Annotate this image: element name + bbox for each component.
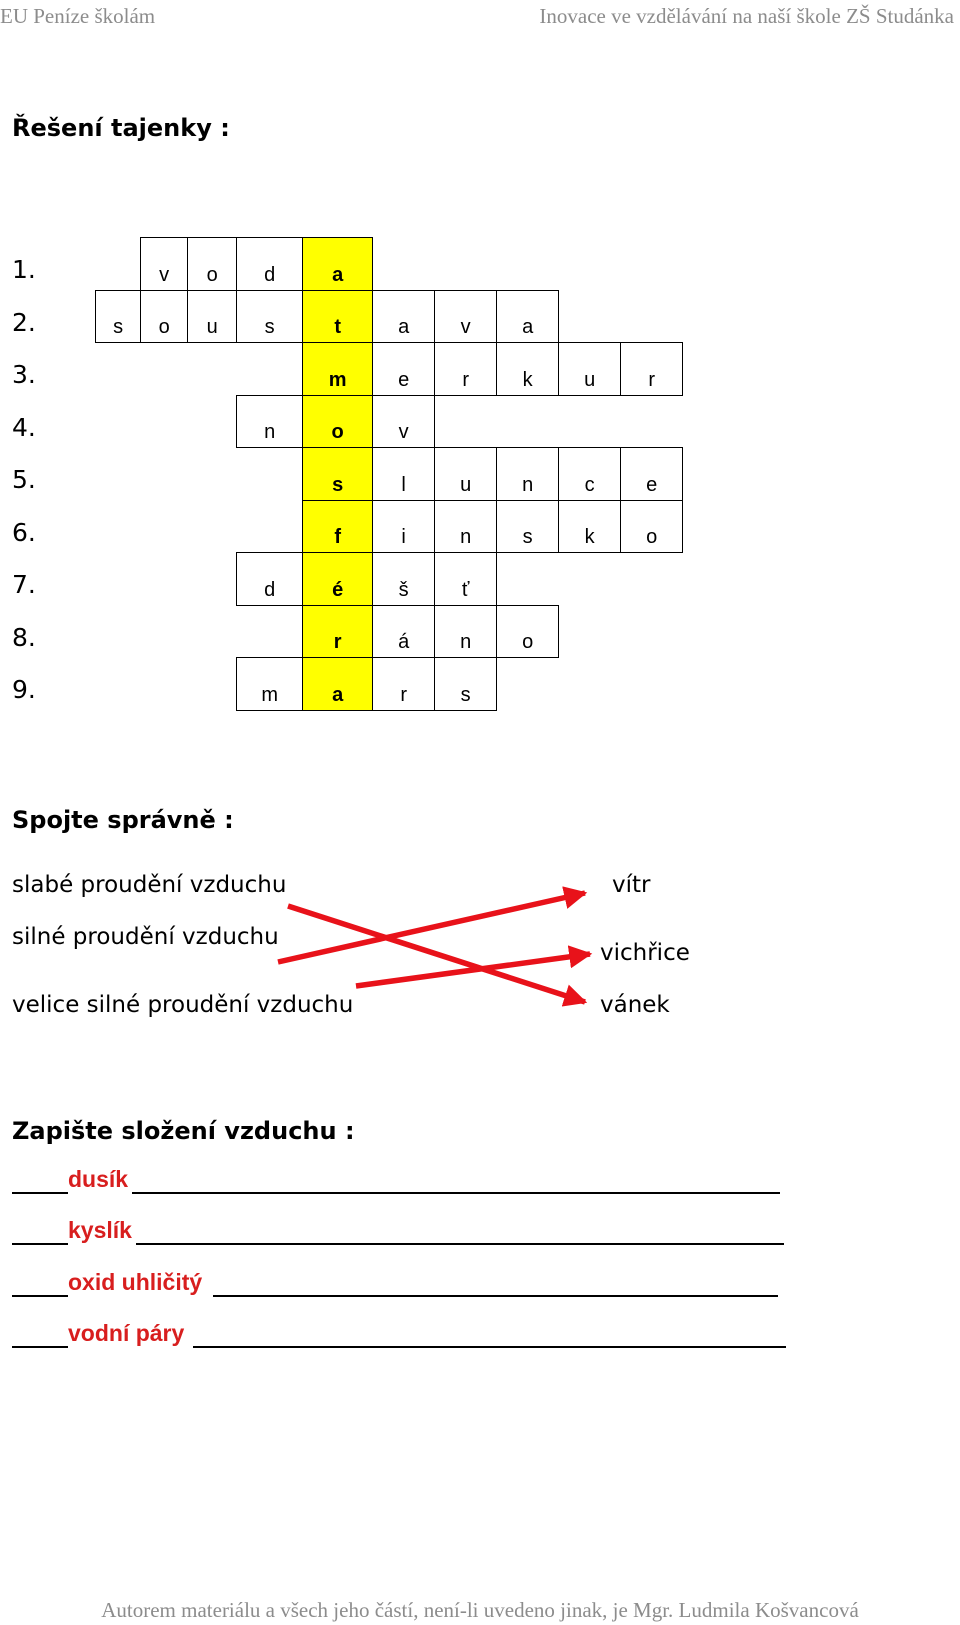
letter: l: [401, 473, 406, 496]
letter: m: [261, 683, 278, 706]
crossword-heading: Řešení tajenky :: [12, 114, 230, 142]
letter: e: [398, 368, 410, 391]
arrow-line: [356, 954, 590, 986]
blank-line: [132, 1192, 780, 1194]
letter: ť: [461, 578, 470, 601]
answer-text: vodní páry: [68, 1320, 185, 1346]
letter: n: [522, 473, 534, 496]
letter: u: [584, 368, 596, 391]
letter: c: [584, 473, 595, 496]
blank-line: [136, 1243, 784, 1245]
letter: r: [333, 631, 342, 654]
letter: a: [398, 316, 410, 339]
composition-heading: Zapište složení vzduchu :: [12, 1117, 355, 1145]
letter: s: [332, 473, 344, 496]
matching-right-item: vítr: [612, 872, 651, 898]
letter: s: [264, 316, 275, 339]
answer-text: dusík: [68, 1166, 129, 1192]
answer-text: oxid uhličitý: [68, 1269, 203, 1295]
letter: a: [332, 683, 344, 706]
matching-right-item: vánek: [600, 992, 670, 1018]
letter: n: [264, 421, 276, 444]
letter: k: [584, 526, 595, 549]
blank-line: [193, 1346, 786, 1348]
letter: é: [332, 578, 344, 601]
footer-credit: Autorem materiálu a všech jeho částí, není-li uvedeno jinak, je Mgr. Ludmila Košvancová: [101, 1598, 859, 1622]
letter: k: [522, 368, 533, 391]
letter: d: [264, 263, 276, 286]
letter: u: [206, 316, 218, 339]
blank-line: [12, 1295, 68, 1297]
header-right: Inovace ve vzdělávání na naší škole ZŠ Studánka: [539, 4, 954, 28]
row-number: 4.: [12, 412, 36, 442]
letter: m: [328, 368, 347, 391]
blank-line: [12, 1346, 68, 1348]
composition-row: [12, 1164, 780, 1194]
letter: s: [113, 316, 124, 339]
letter: e: [646, 473, 658, 496]
letter: i: [401, 526, 406, 549]
letter: u: [460, 473, 472, 496]
letter: o: [158, 316, 170, 339]
letter: r: [400, 683, 407, 706]
letter: v: [159, 263, 170, 286]
row-number: 8.: [12, 622, 36, 652]
letter: o: [206, 263, 218, 286]
row-number: 5.: [12, 465, 36, 494]
row-number: 3.: [12, 360, 36, 389]
matching-heading: Spojte správně :: [12, 806, 234, 834]
arrow-line: [288, 906, 585, 1002]
matching-left-item: slabé proudění vzduchu: [12, 872, 287, 898]
row-number: 7.: [12, 570, 36, 599]
matching-left-item: silné proudění vzduchu: [12, 924, 279, 950]
composition-row: [12, 1215, 784, 1245]
letter: n: [460, 526, 472, 549]
letter: š: [398, 578, 409, 601]
letter: v: [460, 316, 471, 339]
letter: t: [334, 316, 341, 339]
letter: á: [398, 631, 410, 654]
blank-line: [12, 1243, 68, 1245]
composition-row: [12, 1318, 786, 1348]
answer-text: kyslík: [68, 1217, 132, 1243]
letter: o: [646, 526, 658, 549]
letter: s: [460, 683, 471, 706]
row-number: 6.: [12, 517, 36, 547]
matching-right-item: vichřice: [600, 940, 690, 966]
letter: r: [462, 368, 469, 391]
letter: o: [331, 421, 344, 444]
letter: n: [460, 631, 472, 654]
header-left: EU Peníze školám: [0, 4, 156, 28]
row-number: 2.: [12, 307, 36, 337]
letter: o: [522, 631, 534, 654]
row-number: 1.: [12, 255, 36, 284]
letter: s: [522, 526, 533, 549]
letter: f: [334, 526, 341, 549]
composition-row: [12, 1267, 778, 1297]
letter: r: [648, 368, 655, 391]
matching-left-item: velice silné proudění vzduchu: [12, 992, 354, 1018]
blank-line: [12, 1192, 68, 1194]
letter: d: [264, 578, 276, 601]
letter: a: [522, 316, 534, 339]
blank-line: [213, 1295, 778, 1297]
row-number: 9.: [12, 675, 36, 704]
letter: v: [398, 421, 409, 444]
letter: a: [332, 263, 344, 286]
